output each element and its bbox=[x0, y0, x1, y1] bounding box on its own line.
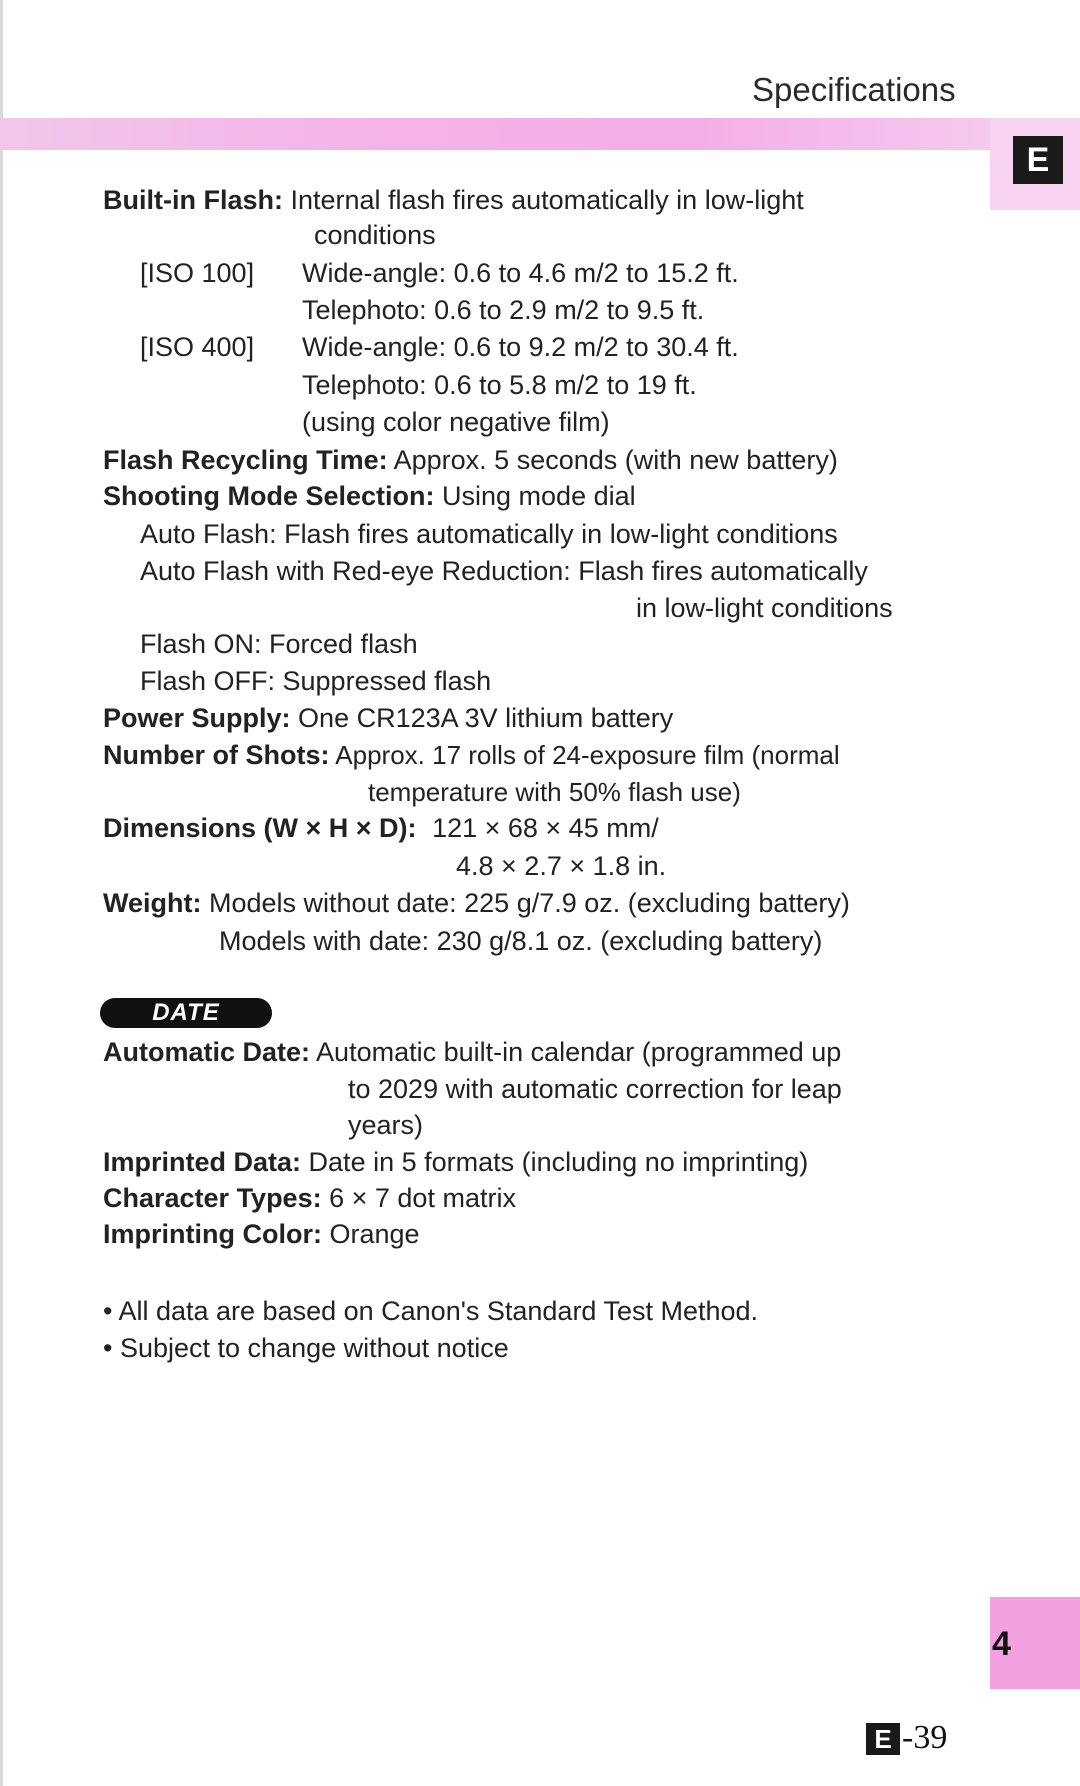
imprinting-color-line bbox=[103, 1217, 420, 1251]
weight-label: Weight: bbox=[103, 888, 202, 918]
mode-red-eye-line1: Auto Flash with Red-eye Reduction: Flash fires automatically bbox=[140, 556, 868, 586]
automatic-date-text2: to 2029 with automatic correction for leap bbox=[348, 1074, 842, 1104]
iso100-wide: Wide-angle: 0.6 to 4.6 m/2 to 15.2 ft. bbox=[302, 258, 739, 288]
builtin-flash-line1 bbox=[103, 183, 804, 217]
date-badge: DATE bbox=[100, 998, 272, 1028]
recycling-label: Flash Recycling Time: bbox=[103, 445, 388, 475]
shooting-mode-label: Shooting Mode Selection: bbox=[103, 481, 435, 511]
automatic-date-line1 bbox=[103, 1035, 841, 1069]
shooting-mode-line bbox=[103, 479, 636, 513]
mode-flash-on: Flash ON: Forced flash bbox=[140, 629, 418, 659]
dimensions-text1: 121 × 68 × 45 mm/ bbox=[432, 813, 659, 843]
shots-text1: Approx. 17 rolls of 24-exposure film (normal bbox=[335, 740, 840, 770]
recycling-line bbox=[103, 443, 838, 477]
automatic-date-text3: years) bbox=[348, 1110, 424, 1140]
weight-text2: Models with date: 230 g/8.1 oz. (excluding battery) bbox=[219, 926, 823, 956]
iso400-tele: Telephoto: 0.6 to 5.8 m/2 to 19 ft. bbox=[302, 370, 697, 400]
header-pink-band bbox=[0, 118, 990, 150]
imprinted-data-text: Date in 5 formats (including no imprinting) bbox=[308, 1147, 809, 1177]
weight-line1 bbox=[103, 886, 850, 920]
page-title: Specifications bbox=[752, 71, 956, 108]
weight-text1: Models without date: 225 g/7.9 oz. (excluding battery) bbox=[209, 888, 850, 918]
builtin-flash-text2: conditions bbox=[314, 220, 436, 250]
dimensions-label: Dimensions (W × H × D): bbox=[103, 813, 417, 843]
dimensions-text2: 4.8 × 2.7 × 1.8 in. bbox=[456, 851, 667, 881]
imprinting-color-text: Orange bbox=[329, 1219, 420, 1249]
page-number: -39 bbox=[902, 1719, 948, 1756]
power-text: One CR123A 3V lithium battery bbox=[298, 703, 674, 733]
builtin-flash-label: Built-in Flash: bbox=[103, 185, 283, 215]
iso400-wide: Wide-angle: 0.6 to 9.2 m/2 to 30.4 ft. bbox=[302, 332, 739, 362]
shots-label: Number of Shots: bbox=[103, 740, 330, 770]
power-line bbox=[103, 701, 673, 735]
iso100-tele: Telephoto: 0.6 to 2.9 m/2 to 9.5 ft. bbox=[302, 295, 705, 325]
imprinted-data-label: Imprinted Data: bbox=[103, 1147, 302, 1177]
mode-auto: Auto Flash: Flash fires automatically in low-light conditions bbox=[140, 519, 838, 549]
automatic-date-label: Automatic Date: bbox=[103, 1037, 311, 1067]
note-standard-test: • All data are based on Canon's Standard Test Method. bbox=[103, 1296, 759, 1326]
shots-line1 bbox=[103, 738, 840, 772]
chapter-number: 4 bbox=[992, 1625, 1011, 1663]
character-types-text: 6 × 7 dot matrix bbox=[329, 1183, 516, 1213]
iso400-label: [ISO 400] bbox=[140, 332, 255, 362]
iso100-label: [ISO 100] bbox=[140, 258, 255, 288]
page-left-edge bbox=[0, 0, 3, 1786]
dimensions-line1 bbox=[103, 811, 659, 845]
side-tab-e-icon: E bbox=[1013, 136, 1063, 184]
recycling-text: Approx. 5 seconds (with new battery) bbox=[393, 445, 838, 475]
imprinted-data-line bbox=[103, 1145, 808, 1179]
builtin-flash-text1: Internal flash fires automatically in low-light bbox=[290, 185, 804, 215]
film-note: (using color negative film) bbox=[302, 407, 610, 437]
shooting-mode-text: Using mode dial bbox=[442, 481, 636, 511]
imprinting-color-label: Imprinting Color: bbox=[103, 1219, 322, 1249]
character-types-line bbox=[103, 1181, 516, 1215]
footer-e-icon: E bbox=[866, 1723, 900, 1755]
mode-flash-off: Flash OFF: Suppressed flash bbox=[140, 666, 492, 696]
power-label: Power Supply: bbox=[103, 703, 291, 733]
mode-red-eye-line2: in low-light conditions bbox=[636, 593, 893, 623]
character-types-label: Character Types: bbox=[103, 1183, 322, 1213]
automatic-date-text1: Automatic built-in calendar (programmed up bbox=[316, 1037, 842, 1067]
shots-text2: temperature with 50% flash use) bbox=[368, 777, 741, 807]
note-subject-to-change: • Subject to change without notice bbox=[103, 1333, 509, 1363]
